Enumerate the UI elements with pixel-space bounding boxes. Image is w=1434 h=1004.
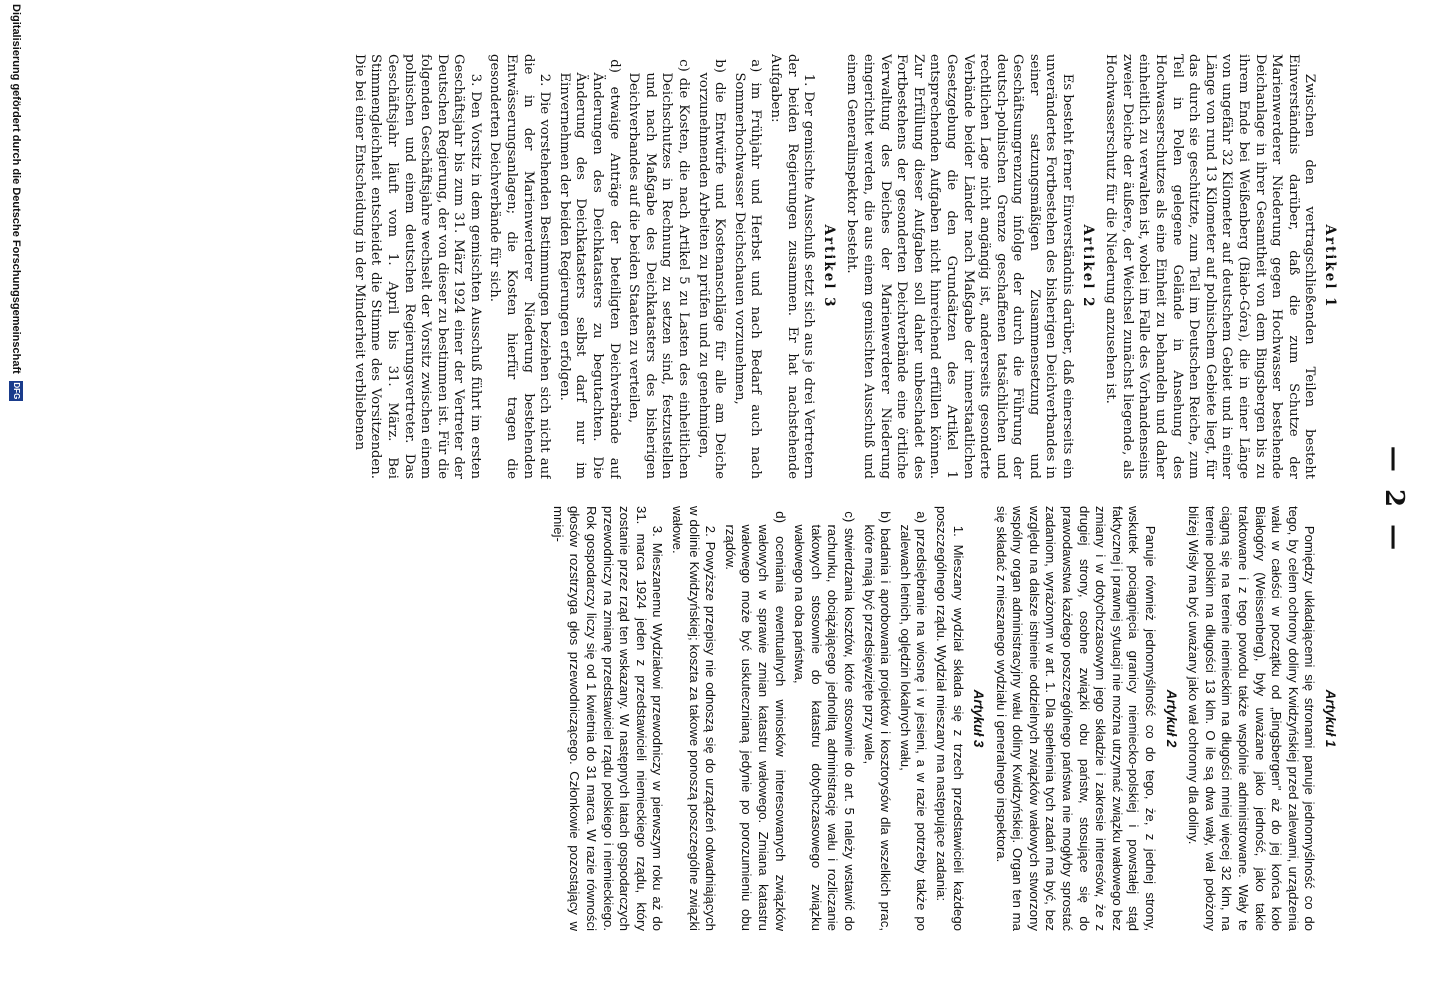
german-article-3-item-d: d) etwaige Anträge der beteiligten Deichverbände auf Änderungen des Deichkatasters zu begutachten. Die Änderung des Deichkatasters selbst darf nur im Einvernehmen der beiden Regierungen erfolgen. <box>556 59 622 479</box>
polish-article-2-text: Panuje również jednomyślność co do tego, że, z jednej strony, wskutek pociągnięcia granicy niemiecko-polskiej i powstałej stąd faktycznej i prawnej sytuacji nie można utrzymać związku wałowego bez zmiany i w dotychczasowym jego składzie i zakresie interesów, że z drugiej strony, osobne związki obu państw, stosujące się do prawodawstwa każdego poszczególnego państwa nie mogłyby sprostać zadaniom, wyrażonym w art. 1. Dla spełnienia tych zadań ma być, bez względu na dalsze istnienie oddzielnych związków wałowych stworzony wspólny organ administracyjny wału doliny Kwidzyńskiej. Organ ten ma się składać z mieszanego wydziału i generalnego inspektora. <box>993 506 1159 931</box>
polish-article-3-title: Artykuł 3 <box>971 689 987 748</box>
german-column <box>114 54 1344 479</box>
polish-article-3-item-c: c) stwierdzania kosztów, które stosownie do art. 5 należy wstawić do rachunku, obciążającego jednolitą administrację wału i rozliczanie takowych stosownie do katastru dotychczasowego związku wałowego na oba państwa, <box>792 511 857 931</box>
polish-article-3-para-3: 3. Mieszanemu Wydziałowi przewodniczy w pierwszym roku aż do 31. marca 1924 jeden z przedstawicieli niemieckiego rządu, który zostanie przez rząd ten wskazany. W następnych latach gospodarczych przewodniczy na zmianę przedstawiciel rządu polskiego i niemieckiego. Rok gospodarczy liczy się od 1 kwietnia do 31 marca. W razie równości głosów rozstrzyga głos przewodniczącego. Członkowie pozostający w mniej- <box>550 506 666 931</box>
german-article-3-item-b: b) die Entwürfe und Kostenanschläge für alle am Deiche vorzunehmenden Arbeiten zu prüfen und zu genehmigen, <box>695 59 728 479</box>
german-article-3-title: Artikel 3 <box>820 224 837 309</box>
polish-article-3-item-a: a) przedsiębranie na wiosnę i w jesieni, a w razie potrzeby także po zalewach letnich, oględzin lokalnych wału, <box>897 511 930 931</box>
page-number: — 2 — <box>1379 445 1409 555</box>
german-article-3-para-3: 3. Den Vorsitz in dem gemischten Ausschuß führt im ersten Geschäftsjahr bis zum 31. März 1924 einer der Vertreter der Deutschen Regierung, der von dieser zu bestimmen ist. Für die folgenden Geschäftsjahre wechselt der Vorsitz zwischen einem polnischen und einem deutschen Regierungsvertreter. Das Geschäftsjahr läuft vom 1. April bis 31. März. Bei Stimmengleichheit entscheidet die Stimme des Vorsitzenden. Die bei einer Entscheidung in der Minderheit verbliebenen <box>351 54 483 479</box>
polish-column <box>114 506 1344 931</box>
german-article-2-title: Artikel 2 <box>1079 224 1096 309</box>
polish-article-3-para-1: 1. Mieszany wydział składa się z trzech przedstawicieli każdego poszczególnego rządu. Wydział mieszany ma następujące zadania: <box>933 506 966 931</box>
german-article-1-text: Zwischen den vertragschließenden Teilen besteht Einverständnis darüber, daß die zum Schutze der Marienwerderer Niederung gegen Hochwasser bestehende Deichanlage in ihrer Gesamtheit von dem Bingsbergen bis zu ihrem Ende bei Weißenberg (Biało-Góra), die in einer Länge von ungefähr 32 Kilometer auf deutschem Gebiet und in einer Länge von rund 13 Kilometer auf polnischem Gebiete liegt, für das durch sie geschützte, zum Teil im Deutschen Reiche, zum Teil in Polen gelegene Gelände in Ansehung des Hochwasserschutzes als eine Einheit zu behandeln und daher einheitlich zu verwalten ist, wobei im Falle des Vorhandenseins zweier Deiche der äußere, der Weichsel zunächst liegende, als Hochwasserschutz für die Niederung anzusehen ist. <box>1103 54 1318 479</box>
polish-article-3-item-d: d) oceniania ewentualnych wniosków interesowanych związków wałowych w sprawie zmian katastru wałowego. Zmiana katastru wałowego może być uskutecznianą jedynie po porozumieniu obu rządów. <box>722 511 788 931</box>
german-article-3-item-a: a) im Frühjahr und Herbst und nach Bedarf auch nach Sommerhochwasser Deichschauen vorzunehmen, <box>731 59 764 479</box>
polish-article-1-title: Artykuł 1 <box>1323 689 1338 748</box>
german-article-1-title: Artikel 1 <box>1322 224 1338 309</box>
polish-article-2-title: Artykuł 2 <box>1163 689 1179 748</box>
german-article-3-para-2: 2. Die vorstehenden Bestimmungen beziehen sich nicht auf die in der Marienwerderer Niederung bestehenden Entwässerungsanlagen; die Kosten hierfür tragen die gesonderten Deichverbände für sich. <box>487 54 553 479</box>
dfg-logo: DFG <box>9 381 23 401</box>
german-article-3-item-c: c) die Kosten, die nach Artikel 5 zu Lasten des einheitlichen Deichschutzes in Rechnung zu setzen sind, festzustellen und nach Maßgabe des Deichkatasters des bisherigen Deichverbandes auf die beiden Staaten zu verteilen, <box>626 59 692 479</box>
footer-text: Digitalisierung gefördert durch die Deutsche Forschungsgemeinschaft <box>10 4 22 374</box>
polish-article-3-para-2: 2. Powyższe przepisy nie odnoszą się do urządzeń odwadniających w dolinie Kwidzyńskiej; koszta za takowe ponoszą poszczególne związki wałowe. <box>670 506 719 931</box>
polish-article-1-text: Pomiędzy układającemi się stronami panuje jednomyślność co do tego, by celem ochrony doliny Kwidzyńskiej przed zalewami, urządzenia wału w całości w początku od „Bingsbergen" aż do jej końca koło Białogóry (Weissenberg), były uważane jako jedność, jako takie traktowane i z tego powodu także wspólnie administrowane. Wały te ciągną się na terenie niemieckim na długości mniej więcej 32 klm, na terenie polskim na długości 13 klm. O ile są dwa wały, wał położony bliżej Wisły ma być uważany jako wał ochronny dla doliny. <box>1186 506 1318 931</box>
german-article-2-text: Es besteht ferner Einverständnis darüber, daß einerseits ein unverändertes Fortbestehen des bisherigen Deichverbandes in seiner satzungsmäßigen Zusammensetzung und Geschäftsumgrenzung infolge der durch die Führung der deutsch-polnischen Grenze geschaffenen tatsächlichen und rechtlichen Lage nicht angängig ist, andererseits gesonderte Verbände beider Länder nach Maßgabe der innerstaatlichen Gesetzgebung die den Grundsätzen des Artikel 1 entsprechenden Aufgaben nicht hinreichend erfüllen können. Zur Erfüllung dieser Aufgaben soll daher unbeschadet des Fortbestehens der gesonderten Deichverbände eine örtliche Verwaltung des Deiches der Marienwerderer Niederung eingerichtet werden, die aus einem gemischten Ausschuß und einem Generalinspektor besteht. <box>844 54 1076 479</box>
german-article-3-para-1: 1. Der gemischte Ausschuß setzt sich aus je drei Vertretern der beiden Regierungen zusammen. Er hat nachstehende Aufgaben: <box>768 54 817 479</box>
polish-article-3-item-b: b) badania i aprobowania projektów i kosztorysów dla wszelkich prac, które mają być przedsięwzięte przy wale, <box>861 511 894 931</box>
digitization-footer <box>6 4 26 1004</box>
